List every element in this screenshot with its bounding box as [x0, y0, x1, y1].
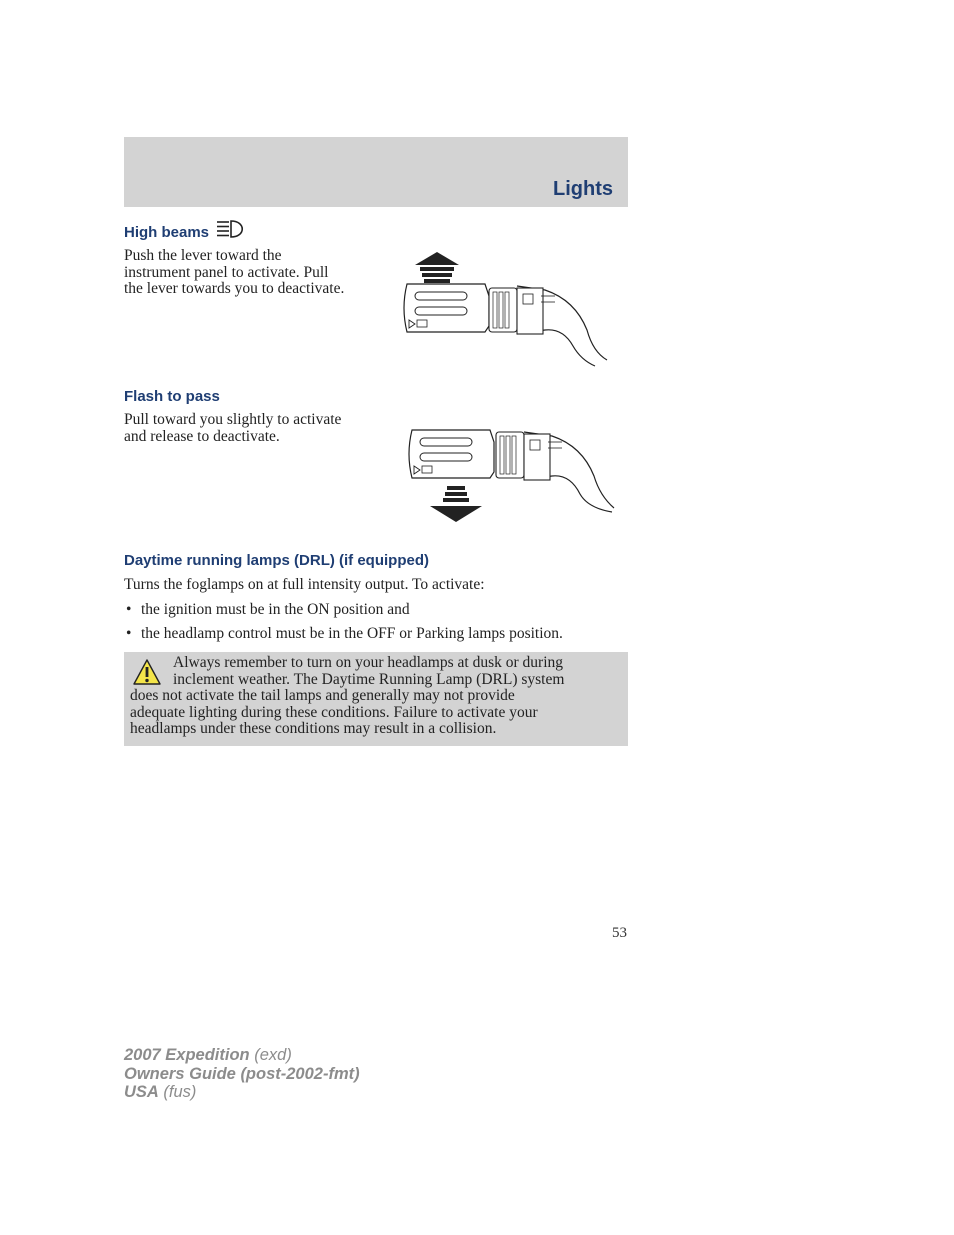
- footer-market: USA: [124, 1083, 159, 1101]
- flash-to-pass-heading: Flash to pass: [124, 388, 220, 405]
- high-beams-line: instrument panel to activate. Pull: [124, 263, 329, 281]
- warning-box: [124, 652, 628, 746]
- warning-line: does not activate the tail lamps and generally may not provide: [130, 687, 515, 704]
- chapter-title: Lights: [553, 178, 613, 200]
- high-beams-heading-text: High beams: [124, 223, 210, 241]
- warning-line: headlamps under these conditions may result in a collision.: [130, 720, 497, 737]
- flash-to-pass-line: and release to deactivate.: [124, 427, 280, 445]
- drl-bullet: [126, 601, 410, 618]
- high-beams-body: [124, 248, 379, 298]
- flash-to-pass-line: Pull toward you slightly to activate: [124, 411, 342, 428]
- flash-to-pass-lever-figure: [400, 420, 620, 530]
- drl-bullet-text: the ignition must be in the ON position and: [141, 601, 410, 618]
- drl-bullet: [126, 625, 563, 642]
- high-beam-lever-figure: [395, 250, 615, 375]
- flash-to-pass-body: [124, 412, 379, 445]
- footer-model: 2007 Expedition: [124, 1046, 250, 1064]
- footer-market-code: (fus): [158, 1083, 197, 1101]
- high-beam-icon: [216, 220, 248, 242]
- arrow-up-icon: [415, 252, 459, 283]
- arrow-down-icon: [430, 486, 482, 522]
- document-footer: [124, 1046, 360, 1102]
- footer-guide: Owners Guide (post-2002-fmt): [124, 1064, 360, 1083]
- high-beams-line: Push the lever toward the: [124, 247, 282, 264]
- warning-line: inclement weather. The Daytime Running Lamp (DRL) system: [173, 670, 565, 688]
- warning-line: adequate lighting during these conditions. Failure to activate your: [130, 703, 538, 721]
- warning-line: Always remember to turn on your headlamps at dusk or during: [173, 654, 563, 671]
- drl-bullet-text: the headlamp control must be in the OFF or Parking lamps position.: [141, 625, 563, 642]
- warning-text: [130, 655, 616, 738]
- high-beams-line: the lever towards you to deactivate.: [124, 280, 345, 297]
- chapter-header-band: [124, 137, 628, 207]
- drl-intro: Turns the foglamps on at full intensity output. To activate:: [124, 576, 485, 593]
- high-beams-heading: [124, 222, 248, 244]
- page-number: 53: [612, 925, 627, 941]
- footer-model-code: (exd): [249, 1046, 292, 1064]
- bullet-dot-icon: •: [126, 601, 132, 618]
- drl-heading: Daytime running lamps (DRL) (if equipped): [124, 552, 430, 569]
- bullet-dot-icon: •: [126, 625, 132, 642]
